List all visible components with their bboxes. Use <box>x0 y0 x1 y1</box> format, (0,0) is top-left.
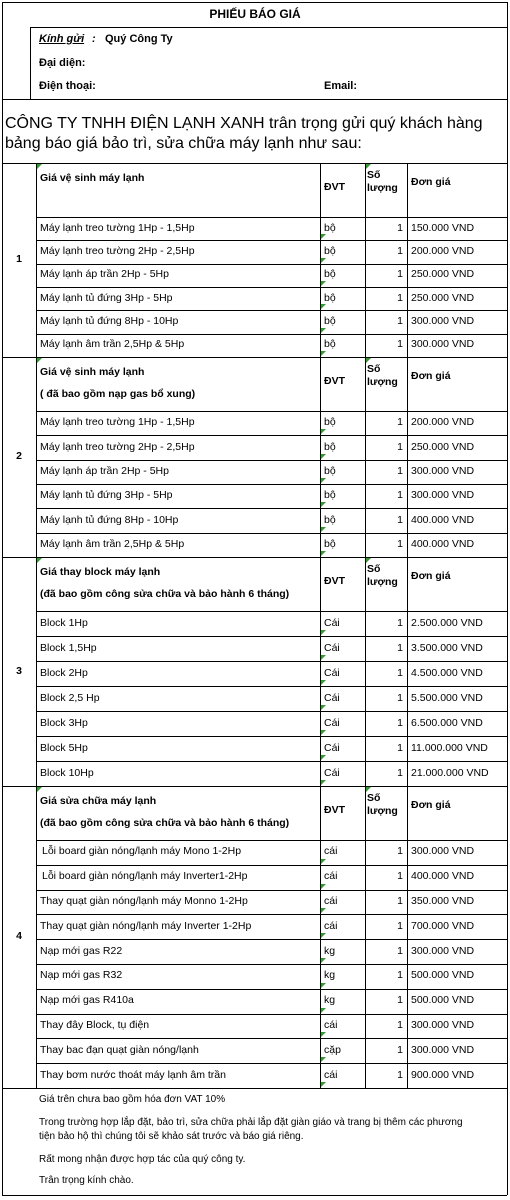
column-divider <box>36 557 37 786</box>
item-quantity: 1 <box>397 338 403 351</box>
item-price: 250.000 VND <box>411 440 475 453</box>
cell-comment-marker <box>321 234 326 239</box>
section-number: 1 <box>16 253 22 265</box>
row-divider <box>36 686 507 687</box>
column-divider <box>365 786 366 1088</box>
cell-comment-marker <box>321 281 326 286</box>
item-name: Máy lạnh tủ đứng 8Hp - 10Hp <box>40 315 179 327</box>
item-unit: bộ <box>324 268 336 281</box>
item-unit: bộ <box>324 416 336 429</box>
qty-header-line2: lượng <box>367 182 398 194</box>
item-quantity: 1 <box>397 969 403 982</box>
item-name: Nạp mới gas R22 <box>40 944 123 957</box>
item-price: 300.000 VND <box>411 1043 475 1056</box>
row-divider <box>36 989 507 990</box>
item-price: 300.000 VND <box>411 464 475 477</box>
item-name: Block 3Hp <box>40 716 88 729</box>
item-price: 300.000 VND <box>411 315 475 327</box>
item-price: 400.000 VND <box>411 870 475 883</box>
cell-comment-marker <box>366 787 371 792</box>
item-quantity: 1 <box>397 489 403 502</box>
item-quantity: 1 <box>397 416 403 429</box>
cell-comment-marker <box>321 983 326 988</box>
row-divider <box>36 761 507 762</box>
section-number: 2 <box>16 450 22 462</box>
outer-left-border <box>2 2 3 1195</box>
cell-comment-marker <box>321 527 326 532</box>
item-price: 250.000 VND <box>411 291 475 304</box>
item-quantity: 1 <box>397 994 403 1007</box>
item-price: 900.000 VND <box>411 1068 475 1081</box>
item-unit: Cái <box>324 691 340 704</box>
document-title: PHIẾU BÁO GIÁ <box>209 7 301 21</box>
cell-comment-marker <box>321 908 326 913</box>
section-title: Giá vệ sinh máy lạnh <box>40 366 145 378</box>
row-divider <box>36 334 507 335</box>
section-header-divider <box>36 611 507 612</box>
intro-line-1: CÔNG TY TNHH ĐIỆN LẠNH XANH trân trọng gửi quý khách hàng <box>5 115 483 132</box>
to-colon: : <box>92 33 96 45</box>
item-quantity: 1 <box>397 641 403 654</box>
cell-comment-marker <box>321 1032 326 1037</box>
item-unit: Cái <box>324 766 340 779</box>
header-left-border <box>30 27 31 99</box>
email-label: Email: <box>324 80 358 92</box>
item-name: Block 5Hp <box>40 741 88 754</box>
cell-comment-marker <box>321 328 326 333</box>
row-divider <box>36 964 507 965</box>
item-quantity: 1 <box>397 440 403 453</box>
to-value: Quý Công Ty <box>105 33 173 45</box>
section-title: Giá vệ sinh máy lạnh <box>40 172 145 184</box>
qty-header-line1: Số <box>367 792 381 804</box>
item-name: Máy lạnh âm trần 2,5Hp & 5Hp <box>40 338 185 351</box>
item-name: Lỗi board giàn nóng/lạnh máy Inverter1-2Hp <box>42 870 248 883</box>
item-name: Thay quạt giàn nóng/lạnh máy Monno 1-2Hp <box>40 895 248 907</box>
section-header-divider <box>36 217 507 218</box>
item-unit: cái <box>324 1068 338 1081</box>
item-price: 5.500.000 VND <box>411 691 483 704</box>
cell-comment-marker <box>321 730 326 735</box>
row-divider <box>36 460 507 461</box>
item-quantity: 1 <box>397 315 403 327</box>
column-divider <box>36 786 37 1088</box>
item-unit: cái <box>324 870 338 883</box>
qty-header-line1: Số <box>367 169 381 181</box>
footer-note-cooperation: Rất mong nhận được hợp tác của quý công ty. <box>39 1154 246 1165</box>
section-subtitle: (đã bao gồm công sửa chữa và bảo hành 6 tháng) <box>40 588 290 600</box>
price-header: Đơn giá <box>411 370 451 382</box>
item-quantity: 1 <box>397 870 403 883</box>
item-name: Block 10Hp <box>40 766 94 779</box>
qty-header-line1: Số <box>367 563 381 575</box>
item-quantity: 1 <box>397 221 403 234</box>
item-quantity: 1 <box>397 691 403 704</box>
cell-comment-marker <box>321 755 326 760</box>
item-quantity: 1 <box>397 616 403 629</box>
unit-header: ĐVT <box>324 804 345 816</box>
cell-comment-marker <box>37 358 42 363</box>
item-quantity: 1 <box>397 513 403 526</box>
item-price: 300.000 VND <box>411 944 475 957</box>
item-unit: bộ <box>324 245 336 257</box>
row-divider <box>36 1063 507 1064</box>
item-name: Thay bac đạn quạt giàn nóng/lạnh <box>40 1043 199 1056</box>
item-price: 500.000 VND <box>411 994 475 1007</box>
item-name: Block 1Hp <box>40 616 88 629</box>
column-divider <box>320 786 321 1088</box>
section-bottom-border <box>2 786 507 787</box>
item-quantity: 1 <box>397 245 403 257</box>
item-unit: bộ <box>324 315 336 327</box>
cell-comment-marker <box>321 1057 326 1062</box>
item-name: Thay quạt giàn nóng/lạnh máy Inverter 1-2Hp <box>40 919 252 932</box>
column-divider <box>365 163 366 357</box>
item-unit: Cái <box>324 741 340 754</box>
section-number: 3 <box>16 664 22 677</box>
unit-header: ĐVT <box>324 575 345 587</box>
column-divider <box>320 357 321 557</box>
item-name: Máy lạnh tủ đứng 8Hp - 10Hp <box>40 513 179 526</box>
column-divider <box>365 557 366 786</box>
cell-comment-marker <box>321 1008 326 1013</box>
item-price: 150.000 VND <box>411 221 475 234</box>
column-divider <box>407 786 408 1088</box>
cell-comment-marker <box>321 958 326 963</box>
item-unit: bộ <box>324 464 336 477</box>
item-price: 21.000.000 VND <box>411 766 489 779</box>
unit-header: ĐVT <box>324 181 345 193</box>
item-unit: Cái <box>324 716 340 729</box>
cell-comment-marker <box>37 558 42 563</box>
row-divider <box>36 264 507 265</box>
unit-header: ĐVT <box>324 375 345 387</box>
item-name: Máy lạnh tủ đứng 3Hp - 5Hp <box>40 291 173 304</box>
qty-header-line2: lượng <box>367 576 398 588</box>
item-unit: bộ <box>324 221 336 234</box>
item-quantity: 1 <box>397 944 403 957</box>
cell-comment-marker <box>321 859 326 864</box>
item-quantity: 1 <box>397 766 403 779</box>
item-price: 500.000 VND <box>411 969 475 982</box>
row-divider <box>36 287 507 288</box>
item-unit: bộ <box>324 440 336 453</box>
item-price: 2.500.000 VND <box>411 616 483 629</box>
cell-comment-marker <box>321 630 326 635</box>
price-header: Đơn giá <box>411 570 451 582</box>
item-name: Máy lạnh tủ đứng 3Hp - 5Hp <box>40 489 173 502</box>
column-divider <box>36 163 37 357</box>
section-subtitle: (đã bao gồm công sửa chữa và bảo hành 6 tháng) <box>40 817 290 829</box>
price-header: Đơn giá <box>411 799 451 811</box>
item-unit: kg <box>324 994 336 1007</box>
title-divider <box>30 27 507 28</box>
item-price: 3.500.000 VND <box>411 641 483 654</box>
section-header-divider <box>36 840 507 841</box>
item-name: Thay đây Block, tụ điện <box>40 1019 150 1031</box>
section-bottom-border <box>2 1088 507 1089</box>
price-header: Đơn giá <box>411 176 451 188</box>
item-unit: bộ <box>324 291 336 304</box>
column-divider <box>407 163 408 357</box>
table-top-border <box>2 163 507 164</box>
item-unit: Cái <box>324 616 340 629</box>
cell-comment-marker <box>321 680 326 685</box>
item-quantity: 1 <box>397 464 403 477</box>
cell-comment-marker <box>321 551 326 556</box>
row-divider <box>36 484 507 485</box>
item-quantity: 1 <box>397 895 403 907</box>
item-unit: bộ <box>324 338 336 351</box>
item-price: 11.000.000 VND <box>411 741 488 754</box>
item-name: Máy lạnh treo tường 1Hp - 1,5Hp <box>40 416 195 429</box>
cell-comment-marker <box>321 705 326 710</box>
representative-label: Đại diện: <box>39 57 86 69</box>
column-divider <box>320 163 321 357</box>
item-quantity: 1 <box>397 1043 403 1056</box>
item-price: 6.500.000 VND <box>411 716 483 729</box>
row-divider <box>36 240 507 241</box>
item-unit: bộ <box>324 537 336 550</box>
column-divider <box>407 357 408 557</box>
item-unit: cái <box>324 895 338 907</box>
cell-comment-marker <box>321 655 326 660</box>
item-price: 4.500.000 VND <box>411 666 483 679</box>
item-unit: cái <box>324 919 338 932</box>
row-divider <box>36 533 507 534</box>
item-price: 300.000 VND <box>411 489 475 502</box>
item-name: Lỗi board giàn nóng/lạnh máy Mono 1-2Hp <box>42 845 242 858</box>
item-price: 200.000 VND <box>411 416 475 429</box>
item-quantity: 1 <box>397 919 403 932</box>
item-quantity: 1 <box>397 1068 403 1081</box>
cell-comment-marker <box>321 884 326 889</box>
item-unit: bộ <box>324 513 336 526</box>
row-divider <box>36 661 507 662</box>
row-divider <box>36 636 507 637</box>
section-header-divider <box>36 411 507 412</box>
column-divider <box>365 357 366 557</box>
footer-note-greeting: Trân trọng kính chào. <box>39 1175 134 1186</box>
cell-comment-marker <box>321 478 326 483</box>
cell-comment-marker <box>321 502 326 507</box>
item-name: Thay bơm nước thoát máy lạnh âm trần <box>40 1068 226 1081</box>
section-bottom-border <box>2 557 507 558</box>
item-quantity: 1 <box>397 1019 403 1031</box>
outer-top-border <box>2 2 507 3</box>
phone-label: Điện thoại: <box>39 80 96 92</box>
cell-comment-marker <box>321 258 326 263</box>
item-unit: kg <box>324 969 336 982</box>
row-divider <box>36 939 507 940</box>
intro-line-2: bảng báo giá bảo trì, sửa chữa máy lạnh như sau: <box>5 135 362 152</box>
item-price: 300.000 VND <box>411 338 475 351</box>
item-unit: Cái <box>324 641 340 654</box>
footer-note-scaffold-1: Trong trường hợp lắp đặt, bảo trì, sửa chữa phải lắp đặt giàn giáo và trang bị thêm các phương <box>39 1117 463 1128</box>
column-divider <box>320 557 321 786</box>
item-quantity: 1 <box>397 845 403 858</box>
item-name: Máy lạnh áp trần 2Hp - 5Hp <box>40 268 169 281</box>
header-bottom-border <box>2 99 507 100</box>
row-divider <box>36 1038 507 1039</box>
row-divider <box>36 736 507 737</box>
item-quantity: 1 <box>397 268 403 281</box>
item-price: 300.000 VND <box>411 1019 475 1031</box>
item-name: Nạp mới gas R32 <box>40 969 123 982</box>
section-subtitle: ( đã bao gồm nạp gas bổ xung) <box>40 388 196 400</box>
item-name: Block 1,5Hp <box>40 641 97 654</box>
column-divider <box>36 357 37 557</box>
footer-note-scaffold-2: tiện bảo hộ thì chúng tôi sẽ khảo sát trước và báo giá riêng. <box>39 1131 304 1142</box>
cell-comment-marker <box>321 304 326 309</box>
cell-comment-marker <box>321 1082 326 1087</box>
item-quantity: 1 <box>397 537 403 550</box>
row-divider <box>36 508 507 509</box>
row-divider <box>36 1014 507 1015</box>
item-unit: cặp <box>324 1043 341 1056</box>
qty-header-line2: lượng <box>367 805 398 817</box>
row-divider <box>36 435 507 436</box>
item-price: 700.000 VND <box>411 919 475 932</box>
item-name: Máy lạnh treo tường 2Hp - 2,5Hp <box>40 440 195 453</box>
item-name: Máy lạnh áp trần 2Hp - 5Hp <box>40 464 169 477</box>
item-name: Máy lạnh âm trần 2,5Hp & 5Hp <box>40 537 185 550</box>
row-divider <box>36 865 507 866</box>
item-name: Máy lạnh treo tường 1Hp - 1,5Hp <box>40 221 195 234</box>
footer-note-vat: Giá trên chưa bao gồm hóa đơn VAT 10% <box>39 1094 226 1105</box>
cell-comment-marker <box>321 454 326 459</box>
cell-comment-marker <box>37 164 42 169</box>
outer-right-border <box>507 2 508 1195</box>
cell-comment-marker <box>366 164 371 169</box>
section-title: Giá thay block máy lạnh <box>40 566 161 578</box>
outer-bottom-border <box>2 1195 507 1196</box>
section-bottom-border <box>2 357 507 358</box>
item-price: 250.000 VND <box>411 268 475 281</box>
item-name: Máy lạnh treo tường 2Hp - 2,5Hp <box>40 245 195 257</box>
item-quantity: 1 <box>397 666 403 679</box>
item-quantity: 1 <box>397 291 403 304</box>
item-name: Block 2,5 Hp <box>40 691 100 704</box>
cell-comment-marker <box>321 780 326 785</box>
item-name: Nạp mới gas R410a <box>40 994 134 1007</box>
section-number: 4 <box>16 930 22 942</box>
cell-comment-marker <box>321 429 326 434</box>
item-price: 350.000 VND <box>411 895 475 907</box>
item-unit: bộ <box>324 489 336 502</box>
row-divider <box>36 890 507 891</box>
qty-header-line1: Số <box>367 363 381 375</box>
item-price: 400.000 VND <box>411 537 475 550</box>
item-unit: kg <box>324 944 336 957</box>
item-price: 200.000 VND <box>411 245 475 257</box>
item-unit: cái <box>324 1019 338 1031</box>
item-unit: Cái <box>324 666 340 679</box>
cell-comment-marker <box>366 358 371 363</box>
item-quantity: 1 <box>397 716 403 729</box>
to-label: Kính gửi <box>39 33 85 45</box>
item-price: 400.000 VND <box>411 513 475 526</box>
section-title: Giá sửa chữa máy lạnh <box>40 795 157 807</box>
cell-comment-marker <box>366 558 371 563</box>
cell-comment-marker <box>321 933 326 938</box>
cell-comment-marker <box>321 351 326 356</box>
row-divider <box>36 711 507 712</box>
row-divider <box>36 310 507 311</box>
item-name: Block 2Hp <box>40 666 88 679</box>
cell-comment-marker <box>37 787 42 792</box>
qty-header-line2: lượng <box>367 376 398 388</box>
row-divider <box>36 914 507 915</box>
column-divider <box>407 557 408 786</box>
item-quantity: 1 <box>397 741 403 754</box>
item-unit: cái <box>324 845 338 858</box>
item-price: 300.000 VND <box>411 845 475 858</box>
